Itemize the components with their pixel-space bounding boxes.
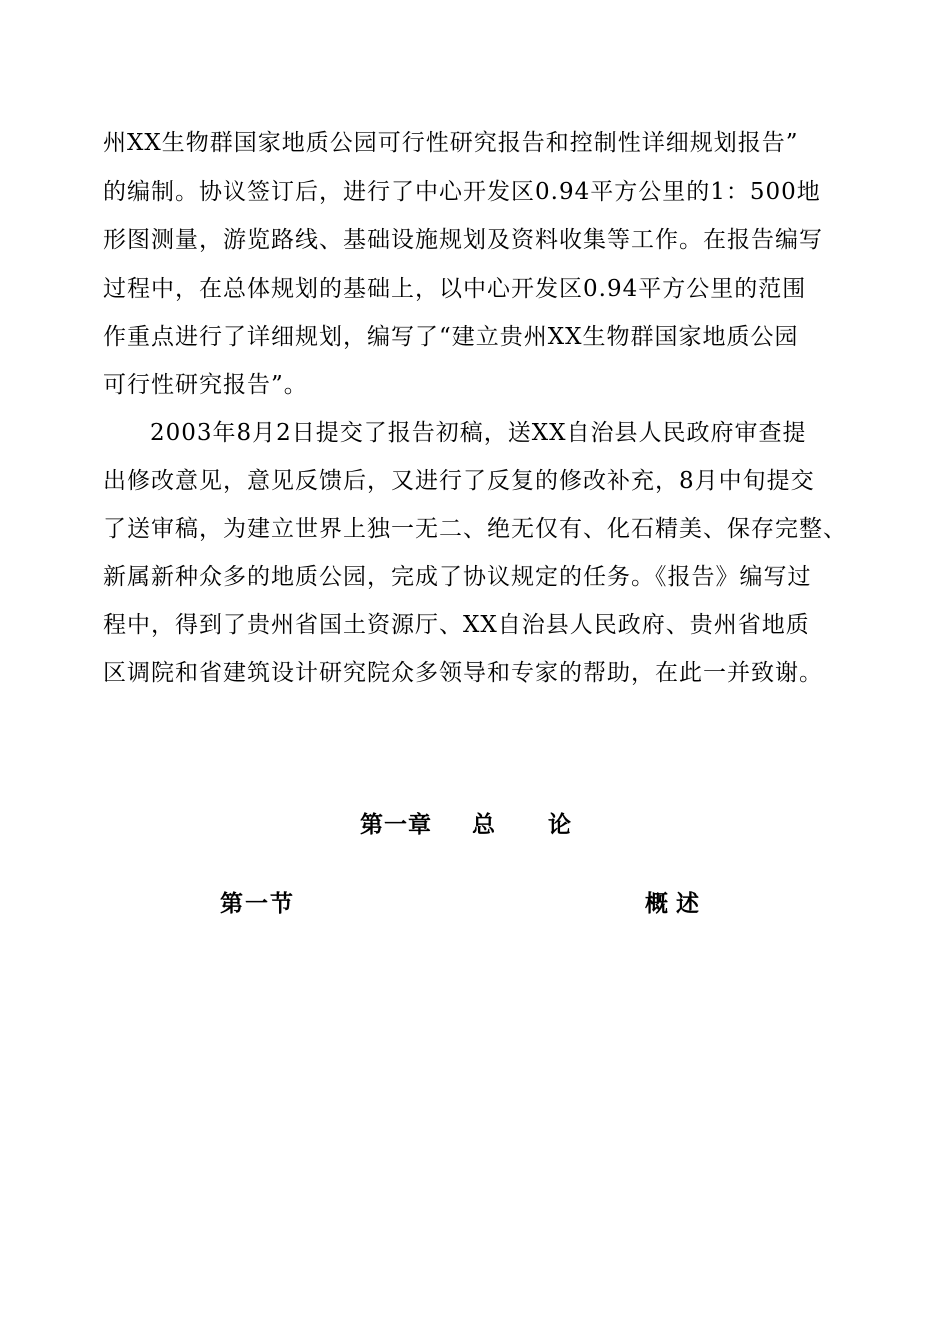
paragraph-line: 州XX生物群国家地质公园可行性研究报告和控制性详细规划报告” [103, 130, 799, 156]
chapter-number: 第一章 [360, 812, 432, 838]
section-number: 第一节 [220, 891, 295, 917]
paragraph-line: 程中，得到了贵州省国土资源厅、XX自治县人民政府、贵州省地质 [103, 612, 810, 638]
paragraph-line: 作重点进行了详细规划，编写了“建立贵州XX生物群国家地质公园 [103, 324, 799, 350]
paragraph-line: 新属新种众多的地质公园，完成了协议规定的任务。《报告》编写过 [103, 564, 812, 590]
paragraph-line: 2003年8月2日提交了报告初稿，送XX自治县人民政府审查提 [150, 420, 807, 446]
paragraph-line: 形图测量，游览路线、基础设施规划及资料收集等工作。在报告编写 [103, 227, 823, 253]
paragraph-line: 了送审稿，为建立世界上独一无二、绝无仅有、化石精美、保存完整、 [103, 516, 847, 542]
paragraph-line: 过程中，在总体规划的基础上，以中心开发区0.94平方公里的范围 [103, 276, 807, 302]
paragraph-line: 的编制。协议签订后，进行了中心开发区0.94平方公里的1：500地 [103, 179, 821, 205]
paragraph-line: 区调院和省建筑设计研究院众多领导和专家的帮助，在此一并致谢。 [103, 660, 823, 686]
chapter-heading [360, 810, 572, 840]
chapter-title-part1: 总 [472, 812, 496, 838]
paragraph-line: 出修改意见，意见反馈后，又进行了反复的修改补充，8月中旬提交 [103, 468, 815, 494]
chapter-title-part2: 论 [548, 812, 572, 838]
paragraph-line: 可行性研究报告”。 [103, 372, 308, 398]
section-title: 概述 [645, 891, 707, 917]
